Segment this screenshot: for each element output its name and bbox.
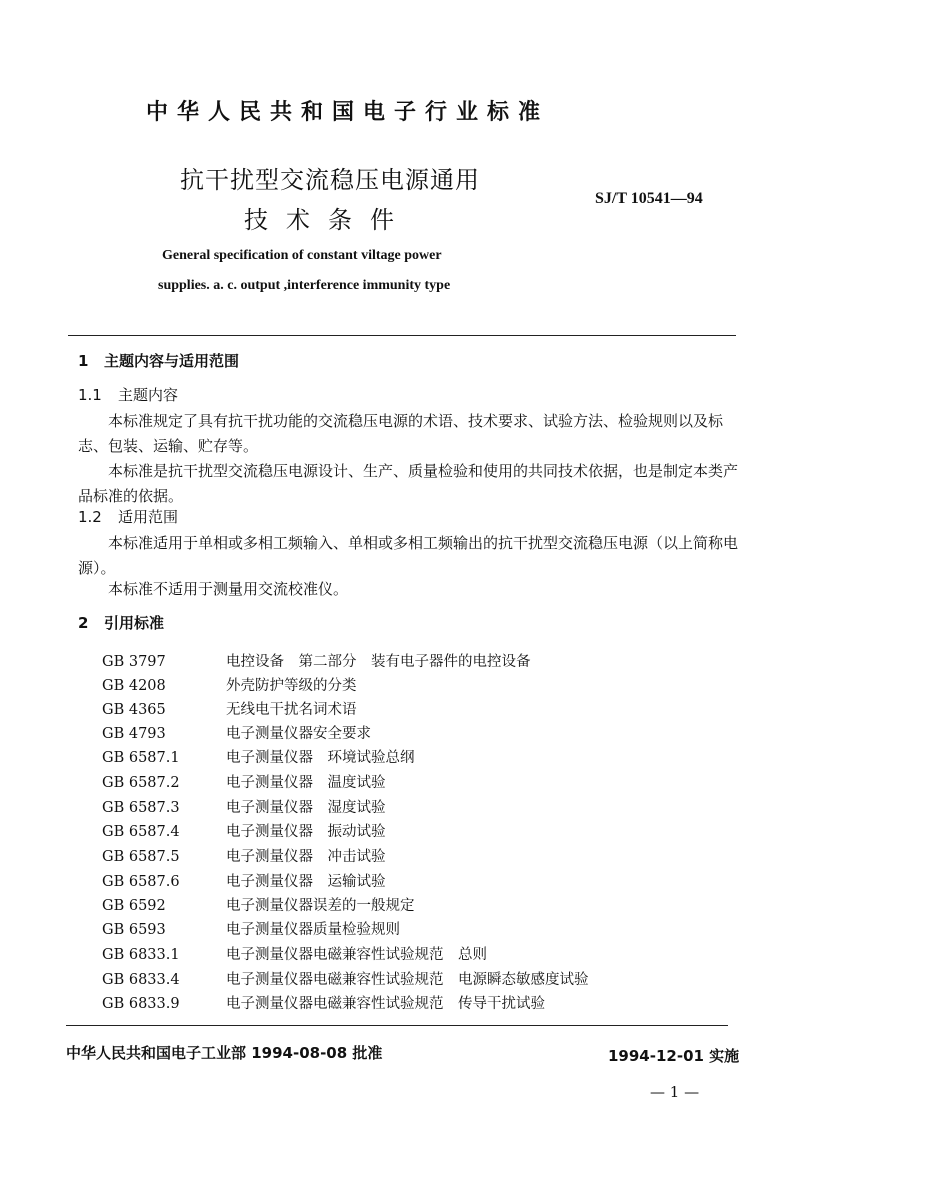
- subsection-number: 1.2: [78, 508, 102, 526]
- standard-org-header: 中华人民共和国电子行业标准: [146, 100, 550, 125]
- reference-row: [102, 992, 545, 1013]
- reference-title: 电子测量仪器电磁兼容性试验规范 总则: [226, 947, 487, 963]
- reference-row: [102, 918, 400, 939]
- title-line-1: 抗干扰型交流稳压电源通用: [180, 166, 480, 194]
- reference-title: 电子测量仪器 环境试验总纲: [226, 750, 415, 766]
- reference-title: 电子测量仪器质量检验规则: [226, 922, 400, 938]
- paragraph: 本标准适用于单相或多相工频输入、单相或多相工频输出的抗干扰型交流稳压电源（以上简称电源）。: [78, 534, 739, 577]
- reference-code: GB 6833.4: [102, 972, 180, 988]
- reference-title: 电子测量仪器 运输试验: [226, 874, 386, 890]
- reference-code: GB 6587.2: [102, 775, 180, 791]
- paragraph: 本标准规定了具有抗干扰功能的交流稳压电源的术语、技术要求、试验方法、检验规则以及标志、包装、运输、贮存等。: [78, 412, 724, 455]
- implementation-date: 1994-12-01 实施: [608, 1047, 740, 1065]
- reference-row: [102, 820, 386, 841]
- paragraph: 本标准是抗干扰型交流稳压电源设计、生产、质量检验和使用的共同技术依据，也是制定本类产品标准的依据。: [78, 462, 739, 505]
- subsection-title: 适用范围: [118, 508, 179, 526]
- reference-row: [102, 943, 487, 964]
- subsection-1-2-heading: [78, 506, 178, 527]
- reference-code: GB 3797: [102, 654, 166, 670]
- reference-title: 电子测量仪器电磁兼容性试验规范 传导干扰试验: [226, 996, 545, 1012]
- reference-row: [102, 746, 415, 767]
- reference-row: [102, 698, 357, 719]
- reference-row: [102, 968, 589, 989]
- title-line-2: 技术条件: [244, 206, 412, 234]
- subsection-number: 1.1: [78, 386, 102, 404]
- footer-divider: [66, 1025, 728, 1026]
- reference-row: [102, 894, 415, 915]
- reference-row: [102, 845, 386, 866]
- section-number: 2: [78, 614, 89, 632]
- reference-code: GB 4793: [102, 726, 166, 742]
- page-number: — 1 —: [650, 1083, 700, 1101]
- reference-code: GB 6587.1: [102, 750, 180, 766]
- paragraph: 本标准不适用于测量用交流校准仪。: [108, 580, 349, 598]
- reference-title: 电子测量仪器 冲击试验: [226, 849, 386, 865]
- reference-code: GB 6833.1: [102, 947, 180, 963]
- reference-title: 电控设备 第二部分 装有电子器件的电控设备: [226, 654, 531, 670]
- reference-code: GB 6593: [102, 922, 166, 938]
- reference-title: 电子测量仪器 振动试验: [226, 824, 386, 840]
- reference-title: 电子测量仪器误差的一般规定: [226, 898, 415, 914]
- reference-row: [102, 771, 386, 792]
- reference-title: 外壳防护等级的分类: [226, 678, 357, 694]
- reference-code: GB 6587.5: [102, 849, 180, 865]
- english-title-line-2: supplies. a. c. output ,interference immunity type: [158, 278, 451, 293]
- reference-row: [102, 870, 386, 891]
- approval-note: 中华人民共和国电子工业部 1994-08-08 批准: [66, 1044, 383, 1062]
- reference-code: GB 6587.4: [102, 824, 180, 840]
- section-number: 1: [78, 352, 89, 370]
- standard-code: SJ/T 10541—94: [595, 190, 703, 207]
- reference-row: [102, 650, 531, 671]
- reference-code: GB 4365: [102, 702, 166, 718]
- reference-code: GB 4208: [102, 678, 166, 694]
- reference-row: [102, 722, 371, 743]
- subsection-title: 主题内容: [118, 386, 179, 404]
- english-title-line-1: General specification of constant viltage power: [162, 248, 442, 263]
- reference-code: GB 6592: [102, 898, 166, 914]
- reference-title: 电子测量仪器 温度试验: [226, 775, 386, 791]
- reference-title: 电子测量仪器电磁兼容性试验规范 电源瞬态敏感度试验: [226, 972, 589, 988]
- section-title: 主题内容与适用范围: [104, 352, 240, 370]
- reference-code: GB 6587.6: [102, 874, 180, 890]
- title-divider: [68, 335, 736, 336]
- section-2-heading: [78, 612, 164, 633]
- reference-title: 电子测量仪器安全要求: [226, 726, 371, 742]
- reference-code: GB 6833.9: [102, 996, 180, 1012]
- reference-title: 电子测量仪器 湿度试验: [226, 800, 386, 816]
- reference-title: 无线电干扰名词术语: [226, 702, 357, 718]
- reference-row: [102, 674, 357, 695]
- subsection-1-1-heading: [78, 384, 178, 405]
- reference-code: GB 6587.3: [102, 800, 180, 816]
- section-title: 引用标准: [104, 614, 165, 632]
- reference-row: [102, 796, 386, 817]
- section-1-heading: [78, 350, 239, 371]
